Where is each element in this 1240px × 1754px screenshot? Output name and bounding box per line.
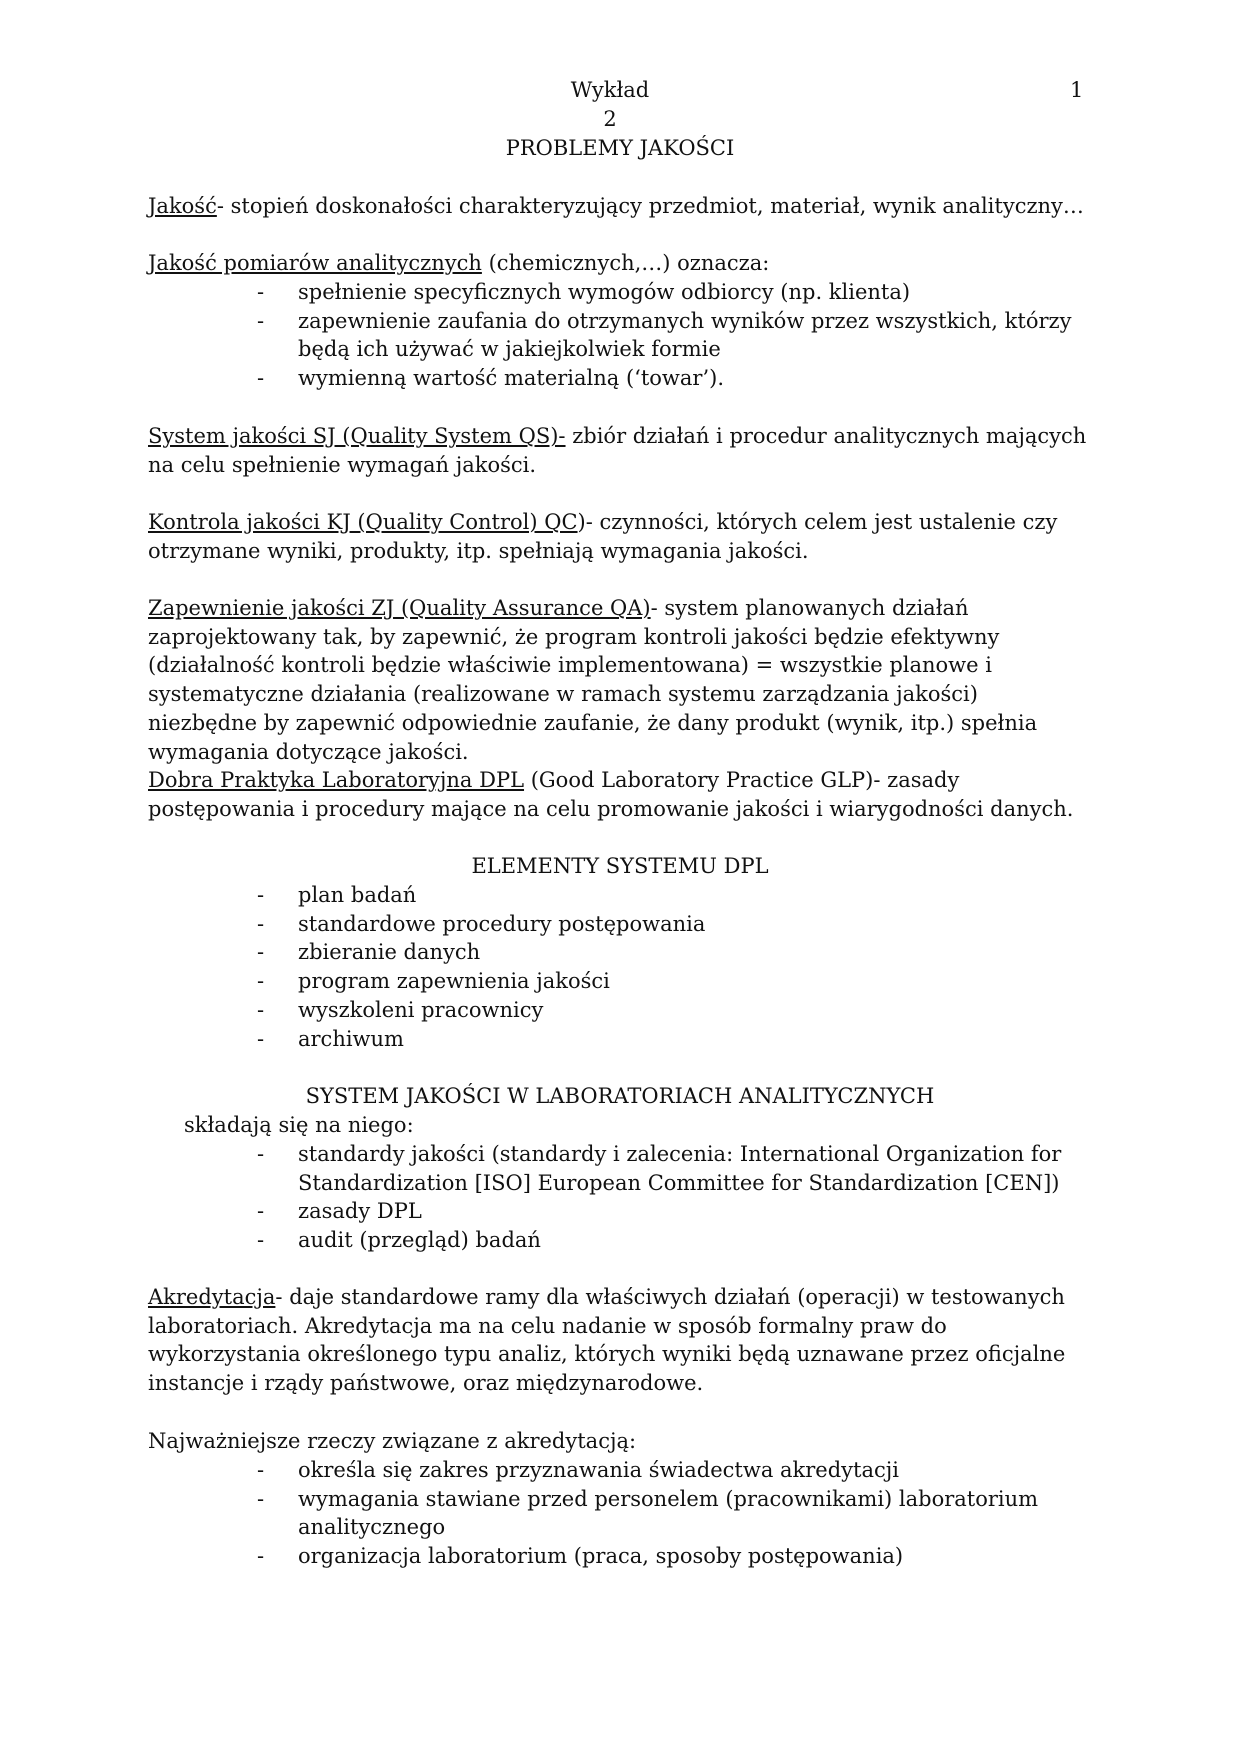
definition-zapewnienie-jakosci-text: - system planowanych działań zaprojektowany tak, by zapewnić, że program kontroli jakości będzie efektywny (działalność kontroli będzie właściwie implementowana) = wszystkie planowe i systematyczne działania (realizowane w ramach systemu zarządzania jakości) niezbędne by zapewnić odpowiednie zaufanie, że dany produkt (wynik, itp.) spełnia wymagania dotyczące jakości. [148, 596, 1038, 764]
list-dash: - [257, 911, 265, 936]
list-item [148, 1197, 1092, 1226]
list-dash: - [257, 1486, 265, 1511]
list-item-text: wyszkoleni pracownicy [298, 997, 544, 1022]
definition-jakosc [148, 192, 1092, 221]
list-dash: - [257, 883, 265, 907]
definition-jakosc-pomiarow [148, 249, 1092, 278]
list-item-text: zbieranie danych [298, 940, 481, 965]
list-dash: - [257, 1142, 265, 1166]
list-elementy-dpl [148, 881, 1092, 1053]
list-item-text: określa się zakres przyznawania świadectwa akredytacji [298, 1458, 899, 1482]
list-dash: - [257, 969, 265, 994]
definition-akredytacja-text: - daje standardowe ramy dla właściwych działań (operacji) w testowanych laboratoriach. Akredytacja ma na celu nadanie w sposób formalny praw do wykorzystania określonego typu analiz, których wyniki będą uznawane przez oficjalne instancje i rządy państwowe, oraz międzynarodowe. [148, 1285, 1066, 1396]
list-item [148, 1226, 1092, 1255]
list-item-text: standardy jakości (standardy i zalecenia: International Organization for Standardization [ISO] European Committee for Standardization [CEN]) [298, 1142, 1062, 1195]
list-akredytacja [148, 1456, 1092, 1571]
list-dash: - [257, 940, 265, 965]
definition-kontrola-jakosci-text: )- czynności, których celem jest ustalenie czy otrzymane wyniki, produkty, itp. spełniają wymagania jakości. [148, 510, 1058, 563]
akredytacja-intro: Najważniejsze rzeczy związane z akredytacją: [148, 1429, 637, 1453]
definition-system-jakosci-text: zbiór działań i procedur analitycznych mających na celu spełnienie wymagań jakości. [148, 424, 1087, 477]
list-item-text: audit (przegląd) badań [298, 1228, 541, 1253]
definition-system-jakosci [148, 422, 1092, 479]
list-item-text: plan badań [298, 883, 417, 907]
list-item [148, 307, 1092, 364]
list-item [148, 364, 1092, 393]
list-item-text: standardowe procedury postępowania [298, 911, 706, 936]
list-item-text: archiwum [298, 1026, 404, 1051]
definition-kontrola-jakosci [148, 508, 1092, 565]
list-item [148, 881, 1092, 910]
list-dash: - [257, 366, 265, 391]
list-item [148, 1542, 1092, 1571]
list-pomiary [148, 278, 1092, 393]
page-number: 1 [1070, 78, 1084, 102]
definition-jakosc-pomiarow-text: (chemicznych,…) oznacza: [481, 251, 770, 275]
list-item-text: organizacja laboratorium (praca, sposoby postępowania) [298, 1544, 904, 1569]
definition-jakosc-text: - stopień doskonałości charakteryzujący przedmiot, materiał, wynik analityczny… [216, 194, 1084, 218]
heading-problemy-jakosci: PROBLEMY JAKOŚCI [505, 136, 735, 160]
definition-akredytacja [148, 1283, 1092, 1398]
list-item [148, 1485, 1092, 1542]
list-item-text: zasady DPL [298, 1199, 422, 1224]
list-item-text: zapewnienie zaufania do otrzymanych wyników przez wszystkich, którzy będą ich używać w jakiejkolwiek formie [298, 308, 1072, 362]
list-item [148, 938, 1092, 967]
header-title: Wykład [570, 78, 650, 102]
list-item-text: wymagania stawiane przed personelem (pracownikami) laboratorium analitycznego [298, 1486, 1039, 1540]
list-dash: - [257, 280, 265, 304]
list-dash: - [257, 1026, 265, 1051]
heading-system-jakosci-laboratoria: SYSTEM JAKOŚCI W LABORATORIACH ANALITYCZNYCH [305, 1084, 935, 1108]
list-item [148, 996, 1092, 1025]
list-item [148, 1140, 1092, 1197]
list-system-jakosci [148, 1140, 1092, 1255]
definition-dpl-text: (Good Laboratory Practice GLP)- zasady postępowania i procedury mające na celu promowanie jakości i wiarygodności danych. [148, 768, 1074, 821]
term-kontrola-jakosci: Kontrola jakości KJ (Quality Control) QC [148, 510, 578, 534]
list-dash: - [257, 1458, 265, 1482]
list-item [148, 910, 1092, 939]
list-dash: - [257, 1199, 265, 1224]
definition-dpl [148, 766, 1092, 823]
term-jakosc-pomiarow: Jakość pomiarów analitycznych [148, 251, 482, 275]
term-dpl: Dobra Praktyka Laboratoryjna DPL [148, 768, 525, 792]
list-dash: - [257, 1544, 265, 1569]
list-item-text: program zapewnienia jakości [298, 969, 610, 994]
term-akredytacja: Akredytacja [148, 1285, 276, 1309]
list-item [148, 278, 1092, 307]
definition-zapewnienie-jakosci [148, 594, 1092, 766]
list-item-text: spełnienie specyficznych wymogów odbiorcy (np. klienta) [298, 280, 911, 304]
heading-elementy-systemu-dpl: ELEMENTY SYSTEMU DPL [471, 854, 769, 878]
term-jakosc: Jakość [148, 194, 217, 218]
term-zapewnienie-jakosci: Zapewnienie jakości ZJ (Quality Assurance QA) [148, 596, 651, 620]
list-dash: - [257, 997, 265, 1022]
sj-intro: składają się na niego: [184, 1113, 414, 1137]
list-item [148, 1456, 1092, 1485]
list-item-text: wymienną wartość materialną (‘towar’). [298, 366, 725, 391]
term-system-jakosci: System jakości SJ (Quality System QS)- [148, 424, 566, 448]
header-subtitle: 2 [603, 107, 617, 131]
list-item [148, 1025, 1092, 1054]
list-dash: - [257, 308, 265, 333]
list-dash: - [257, 1228, 265, 1253]
list-item [148, 967, 1092, 996]
